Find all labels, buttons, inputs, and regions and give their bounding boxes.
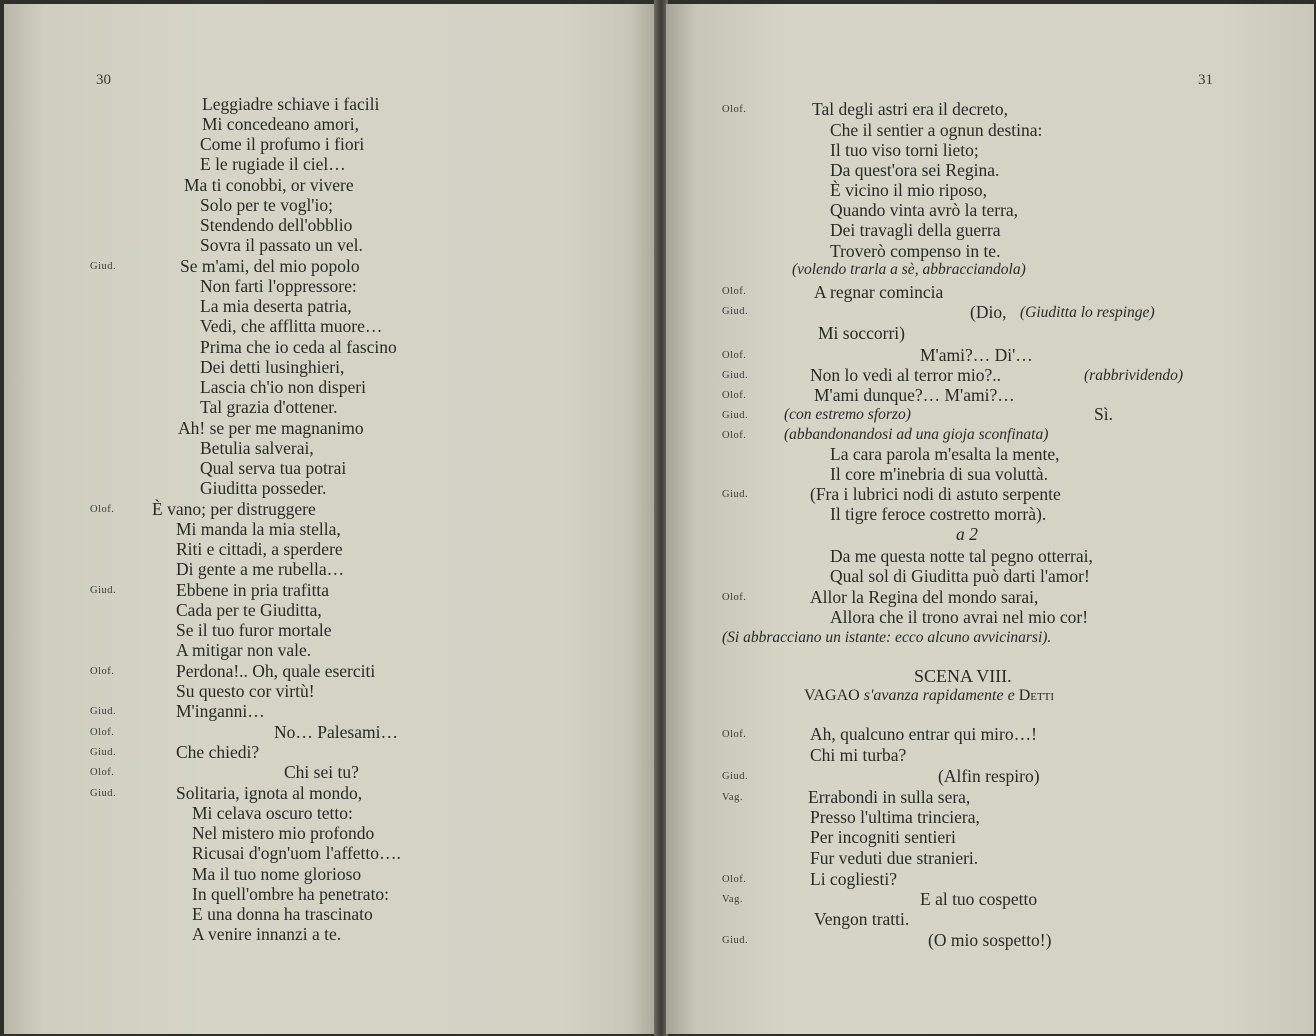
verse-line: A venire innanzi a te. xyxy=(192,924,342,944)
speaker-label: Giud. xyxy=(90,585,117,596)
verse-line: In quell'ombre ha penetrato: xyxy=(192,884,390,904)
verse-line: Se il tuo furor mortale xyxy=(176,620,332,640)
speaker-label: Olof. xyxy=(722,350,747,361)
speaker-label: Giud. xyxy=(722,370,749,381)
verse-line: M'inganni… xyxy=(176,701,265,721)
verse-line: Ah, qualcuno entrar qui miro…! xyxy=(810,724,1037,744)
verse-line: È vicino il mio riposo, xyxy=(830,180,988,200)
verse-line: Per incogniti sentieri xyxy=(810,827,956,847)
speaker-label: Olof. xyxy=(90,666,115,677)
verse-line: Qual serva tua potrai xyxy=(200,458,347,478)
speaker-label: Olof. xyxy=(722,104,747,115)
verse-line: Leggiadre schiave i facili xyxy=(202,94,380,114)
verse-line: A regnar comincia xyxy=(814,282,944,302)
speaker-label: Olof. xyxy=(722,729,747,740)
verse-line: Come il profumo i fiori xyxy=(200,134,365,154)
verse-line: Tal degli astri era il decreto, xyxy=(812,99,1009,119)
page-number-left: 30 xyxy=(96,72,111,88)
right-page xyxy=(666,4,1314,1034)
speaker-label: Giud. xyxy=(90,788,117,799)
speaker-label: Giud. xyxy=(90,706,117,717)
speaker-label: Olof. xyxy=(722,874,747,885)
verse-line: Vengon tratti. xyxy=(814,909,910,929)
speaker-label: Olof. xyxy=(90,767,115,778)
verse-line: Su questo cor virtù! xyxy=(176,681,315,701)
verse-line: Il tigre feroce costretto morrà). xyxy=(830,504,1047,524)
verse-line: Li cogliesti? xyxy=(810,869,897,889)
speaker-label: Giud. xyxy=(722,771,749,782)
verse-line: Che chiedi? xyxy=(176,742,260,762)
speaker-label: Giud. xyxy=(722,306,749,317)
verse-line: Ma il tuo nome glorioso xyxy=(192,864,362,884)
verse-line: Allor la Regina del mondo sarai, xyxy=(810,587,1039,607)
verse-line: Lascia ch'io non disperi xyxy=(200,377,366,397)
verse-line: Chi mi turba? xyxy=(810,745,907,765)
speaker-label: Olof. xyxy=(722,430,747,441)
scene-conjunction: e xyxy=(1007,687,1015,704)
verse-line: Solo per te vogl'io; xyxy=(200,195,333,215)
verse-line: Sì. xyxy=(1094,404,1113,424)
verse-line: Solitaria, ignota al mondo, xyxy=(176,783,363,803)
verse-line: Mi celava oscuro tetto: xyxy=(192,803,353,823)
verse-line: Mi manda la mia stella, xyxy=(176,519,341,539)
verse-line: Tal grazia d'ottener. xyxy=(200,397,338,417)
stage-direction: (con estremo sforzo) xyxy=(784,406,911,423)
verse-line: Ricusai d'ogn'uom l'affetto…. xyxy=(192,843,401,863)
verse-line: Quando vinta avrò la terra, xyxy=(830,200,1019,220)
speaker-label: Giud. xyxy=(722,410,749,421)
verse-line: (Dio, xyxy=(970,302,1007,322)
character-name: Detti xyxy=(1018,687,1055,704)
verse-line: Mi soccorri) xyxy=(818,323,905,343)
verse-line: Qual sol di Giuditta può darti l'amor! xyxy=(830,566,1090,586)
verse-line: Fur veduti due stranieri. xyxy=(810,848,979,868)
verse-line: Il core m'inebria di sua voluttà. xyxy=(830,464,1048,484)
verse-line: La mia deserta patria, xyxy=(200,296,352,316)
verse-line: Presso l'ultima trinciera, xyxy=(810,807,980,827)
speaker-label: Giud. xyxy=(90,747,117,758)
verse-line: Chi sei tu? xyxy=(284,762,359,782)
scene-subheading xyxy=(804,687,1054,705)
verse-line: Stendendo dell'obblio xyxy=(200,215,353,235)
left-page xyxy=(4,4,656,1034)
speaker-label: Olof. xyxy=(722,390,747,401)
speaker-label: Giud. xyxy=(722,935,749,946)
character-name: VAGAO xyxy=(804,687,860,704)
stage-direction: (Giuditta lo respinge) xyxy=(1020,304,1155,321)
stage-direction: (Si abbracciano un istante: ecco alcuno avvicinarsi). xyxy=(722,629,1052,646)
verse-line: (O mio sospetto!) xyxy=(928,930,1052,950)
stage-direction: (volendo trarla a sè, abbracciandola) xyxy=(792,261,1026,278)
verse-line: Dei travagli della guerra xyxy=(830,220,1001,240)
verse-line: Mi concedeano amori, xyxy=(202,114,359,134)
verse-line: A mitigar non vale. xyxy=(176,640,312,660)
verse-line: Dei detti lusinghieri, xyxy=(200,357,345,377)
verse-line: La cara parola m'esalta la mente, xyxy=(830,444,1060,464)
verse-line: Ah! se per me magnanimo xyxy=(178,418,364,438)
verse-line: Il tuo viso torni lieto; xyxy=(830,140,979,160)
page-number-right: 31 xyxy=(1198,72,1213,88)
verse-line: Da quest'ora sei Regina. xyxy=(830,160,1000,180)
verse-line: Sovra il passato un vel. xyxy=(200,235,363,255)
verse-line: Ebbene in pria trafitta xyxy=(176,580,330,600)
verse-line: Allora che il trono avrai nel mio cor! xyxy=(830,607,1089,627)
verse-line: Riti e cittadi, a sperdere xyxy=(176,539,343,559)
verse-line: Non lo vedi al terror mio?.. xyxy=(810,365,1001,385)
verse-line: Errabondi in sulla sera, xyxy=(808,787,971,807)
verse-line: No… Palesami… xyxy=(274,722,398,742)
verse-line: (Fra i lubrici nodi di astuto serpente xyxy=(810,484,1061,504)
verse-line: Giuditta posseder. xyxy=(200,478,327,498)
verse-line: Perdona!.. Oh, quale eserciti xyxy=(176,661,376,681)
verse-line: Che il sentier a ognun destina: xyxy=(830,120,1043,140)
verse-line: Non farti l'oppressore: xyxy=(200,276,357,296)
speaker-label: Giud. xyxy=(90,261,117,272)
verse-line: M'ami?… Di'… xyxy=(920,345,1033,365)
speaker-label: Olof. xyxy=(722,286,747,297)
verse-line: E al tuo cospetto xyxy=(920,889,1038,909)
verse-line: Se m'ami, del mio popolo xyxy=(180,256,360,276)
scene-heading: SCENA VIII. xyxy=(914,666,1012,686)
speaker-label: Vag. xyxy=(722,792,743,803)
verse-line: È vano; per distruggere xyxy=(152,499,316,519)
verse-line: Prima che io ceda al fascino xyxy=(200,337,397,357)
scene-direction: s'avanza rapidamente xyxy=(863,687,1004,704)
speaker-label: Olof. xyxy=(90,727,115,738)
stage-direction: (rabbrividendo) xyxy=(1084,367,1184,384)
verse-line: E una donna ha trascinato xyxy=(192,904,373,924)
ensemble-marker: a 2 xyxy=(956,524,978,544)
speaker-label: Olof. xyxy=(90,504,115,515)
verse-line: (Alfin respiro) xyxy=(938,766,1040,786)
verse-line: Da me questa notte tal pegno otterrai, xyxy=(830,546,1093,566)
verse-line: E le rugiade il ciel… xyxy=(200,154,346,174)
verse-line: Ma ti conobbi, or vivere xyxy=(184,175,354,195)
verse-line: Troverò compenso in te. xyxy=(830,241,1001,261)
verse-line: Vedi, che afflitta muore… xyxy=(200,316,383,336)
verse-line: Betulia salverai, xyxy=(200,438,314,458)
verse-line: Di gente a me rubella… xyxy=(176,559,345,579)
verse-line: M'ami dunque?… M'ami?… xyxy=(814,385,1015,405)
verse-line: Nel mistero mio profondo xyxy=(192,823,375,843)
stage-direction: (abbandonandosi ad una gioja sconfinata) xyxy=(784,426,1049,443)
speaker-label: Olof. xyxy=(722,592,747,603)
verse-line: Cada per te Giuditta, xyxy=(176,600,322,620)
speaker-label: Vag. xyxy=(722,894,743,905)
speaker-label: Giud. xyxy=(722,489,749,500)
